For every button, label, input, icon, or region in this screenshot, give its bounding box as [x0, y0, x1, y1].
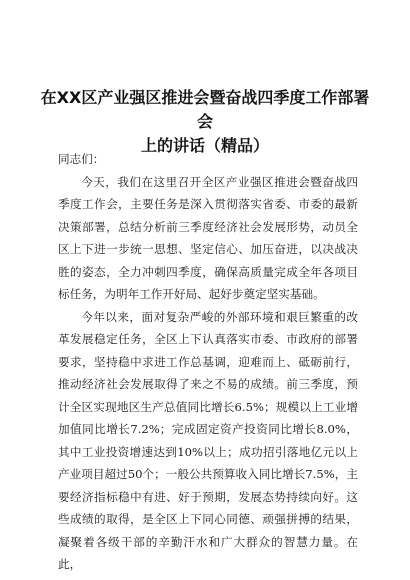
document-body — [58, 148, 358, 576]
paragraph: 今天，我们在这里召开全区产业强区推进会暨奋战四季度工作会，主要任务是深入贯彻落实省委、市委的最新决策部署，总结分析前三季度经济社会发展形势，动员全区上下进一步统一思想、坚定信心、加压奋进，以决战决胜的姿态，全力冲刺四季度，确保高质量完成全年各项目标任务，为明年工作开好局、起好步奠定坚实基础。 — [58, 174, 358, 301]
title-line-1: 在XX区产业强区推进会暨奋战四季度工作部署会 — [40, 88, 370, 131]
paragraph: 今年以来，面对复杂严峻的外部环境和艰巨繁重的改革发展稳定任务，全区上下认真落实市委、市政府的部署要求，坚持稳中求进工作总基调，迎难而上、砥砺前行，推动经济社会发展取得了来之不易的成绩。前三季度，预计全区实现地区生产总值同比增长6.5%；规模以上工业增加值同比增长7.2%；完成固定资产投资同比增长8.0%，其中工业投资增速达到10%以上；成功招引落地亿元以上产业项目超过50个；一般公共预算收入同比增长7.5%，主要经济指标稳中有进、好于预期，发展态势持续向好。这些成绩的取得，是全区上下同心同德、顽强拼搏的结果，凝聚着各级干部的辛勤汗水和广大群众的智慧力量。在此， — [58, 309, 358, 571]
salutation: 同志们： — [58, 152, 105, 166]
title-line-2: 上的讲话（精品） — [140, 136, 269, 155]
